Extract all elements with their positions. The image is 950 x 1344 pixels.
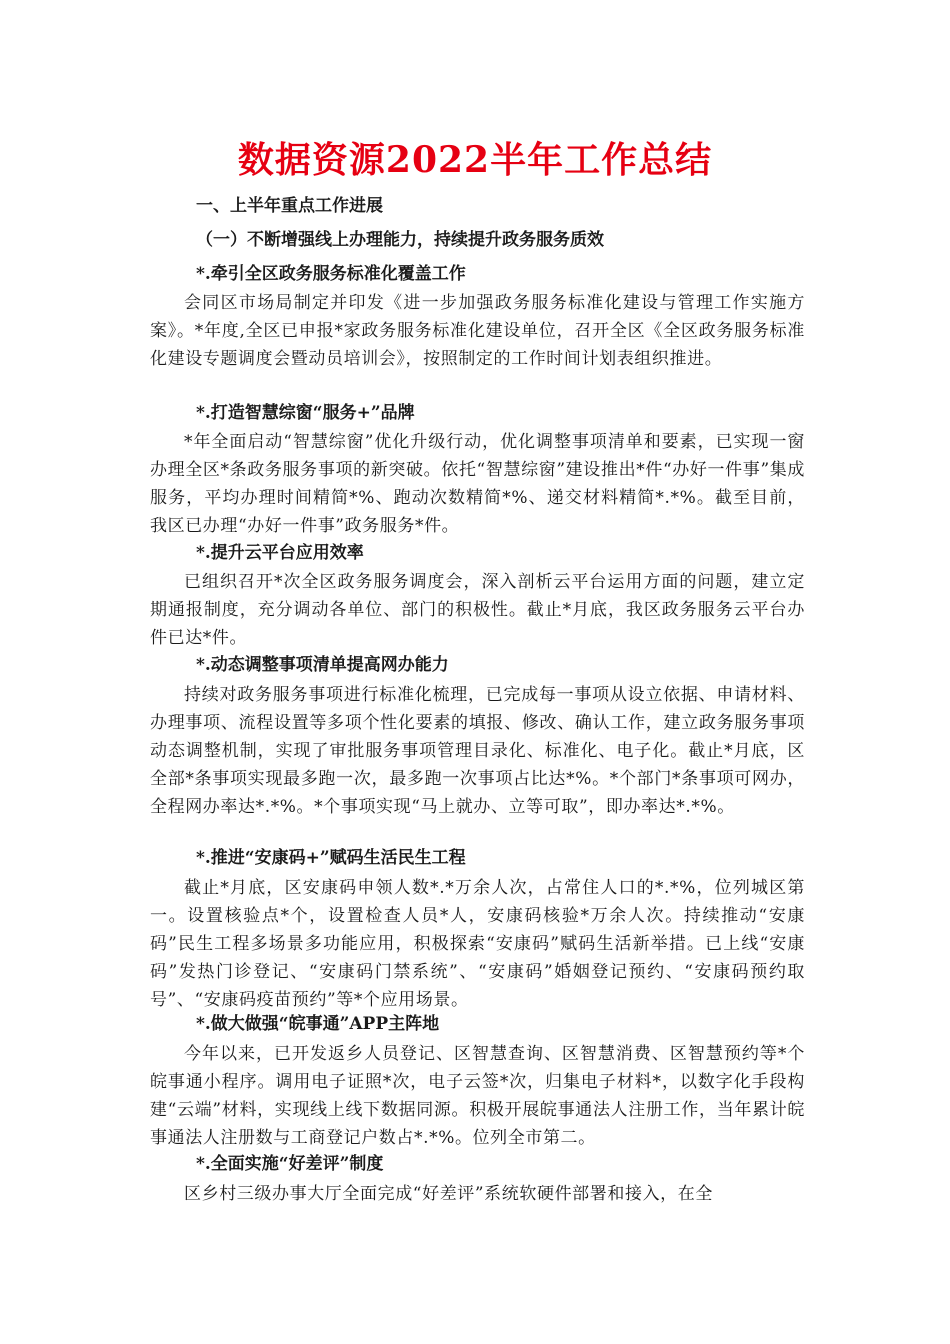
paragraph: 持续对政务服务事项进行标准化梳理，已完成每一事项从设立依据、申请材料、办理事项、流程设置等多项个性化要素的填报、修改、确认工作，建立政务服务事项动态调整机制，实现了审批服务事项管理目录化、标准化、电子化。截止*月底，区全部*条事项实现最多跑一次，最多跑一次事项占比达*%。*个部门*条事项可网办，全程网办率达*.*%。*个事项实现“马上就办、立等可取”，即办率达*.*%。 — [150, 685, 805, 817]
subsection-heading: *.提升云平台应用效率 — [196, 543, 364, 563]
subsection-heading: *.全面实施“好差评”制度 — [196, 1154, 384, 1174]
subsection-heading: *.牵引全区政务服务标准化覆盖工作 — [196, 264, 466, 284]
paragraph: 今年以来，已开发返乡人员登记、区智慧查询、区智慧消费、区智慧预约等*个皖事通小程序。调用电子证照*次，电子云签*次，归集电子材料*，以数字化手段构建“云端”材料，实现线上线下数据同源。积极开展皖事通法人注册工作，当年累计皖事通法人注册数与工商登记户数占*.*%。位列全市第二。 — [150, 1044, 805, 1148]
paragraph: 会同区市场局制定并印发《进一步加强政务服务标准化建设与管理工作实施方案》。*年度,全区已申报*家政务服务标准化建设单位，召开全区《全区政务服务标准化建设专题调度会暨动员培训会》，按照制定的工作时间计划表组织推进。 — [150, 293, 805, 369]
subsection-heading: *.推进“安康码+”赋码生活民生工程 — [196, 848, 466, 868]
section-heading-level1: 一、上半年重点工作进展 — [196, 196, 383, 216]
document-title: 数据资源2022半年工作总结 — [237, 139, 713, 181]
paragraph: 区乡村三级办事大厅全面完成“好差评”系统软硬件部署和接入，在全 — [184, 1184, 713, 1204]
paragraph: 截止*月底，区安康码申领人数*.*万余人次，占常住人口的*.*%，位列城区第一。设置核验点*个，设置检查人员*人，安康码核验*万余人次。持续推动“安康码”民生工程多场景多功能应用，积极探索“安康码”赋码生活新举措。已上线“安康码”发热门诊登记、“安康码门禁系统”、“安康码”婚姻登记预约、“安康码预约取号”、“安康码疫苗预约”等*个应用场景。 — [150, 878, 805, 1010]
paragraph: 已组织召开*次全区政务服务调度会，深入剖析云平台运用方面的问题，建立定期通报制度，充分调动各单位、部门的积极性。截止*月底，我区政务服务云平台办件已达*件。 — [150, 572, 805, 648]
paragraph: *年全面启动“智慧综窗”优化升级行动，优化调整事项清单和要素，已实现一窗办理全区*条政务服务事项的新突破。依托“智慧综窗”建设推出*件“办好一件事”集成服务，平均办理时间精简*%、跑动次数精简*%、递交材料精简*.*%。截至目前，我区已办理“办好一件事”政务服务*件。 — [150, 432, 805, 536]
subsection-heading: *.动态调整事项清单提高网办能力 — [196, 655, 449, 675]
subsection-heading: *.打造智慧综窗“服务+”品牌 — [196, 403, 415, 423]
section-heading-level2: （一）不断增强线上办理能力，持续提升政务服务质效 — [196, 230, 604, 250]
subsection-heading: *.做大做强“皖事通”APP主阵地 — [196, 1014, 440, 1034]
